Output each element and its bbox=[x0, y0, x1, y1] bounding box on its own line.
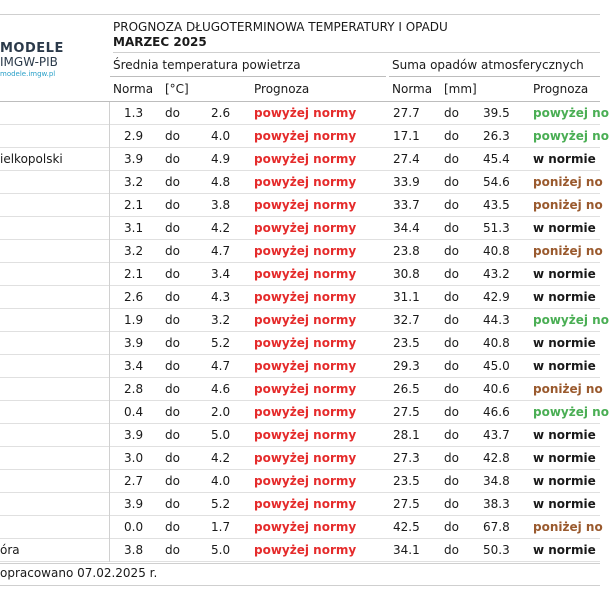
precip-norm-high: 44.3 bbox=[483, 313, 510, 327]
precip-forecast: poniżej no bbox=[533, 382, 603, 396]
temp-norm-low: 2.7 bbox=[124, 474, 144, 488]
column-separator bbox=[109, 309, 110, 332]
temp-norm-high: 5.0 bbox=[211, 428, 231, 442]
precip-forecast: powyżej no bbox=[533, 405, 609, 419]
table-row bbox=[0, 263, 600, 286]
precip-norm-low: 30.8 bbox=[393, 267, 420, 281]
temp-norm-high: 4.0 bbox=[211, 129, 231, 143]
precip-norm-high: 54.6 bbox=[483, 175, 510, 189]
precip-norm-high: 43.2 bbox=[483, 267, 510, 281]
precip-range-separator: do bbox=[444, 497, 459, 511]
temp-range-separator: do bbox=[165, 336, 180, 350]
precip-norm-high: 34.8 bbox=[483, 474, 510, 488]
precip-norm-high: 50.3 bbox=[483, 543, 510, 557]
column-separator bbox=[109, 516, 110, 539]
temp-norm-low: 3.9 bbox=[124, 497, 144, 511]
precip-forecast: w normie bbox=[533, 428, 596, 442]
temp-norm-high: 4.2 bbox=[211, 221, 231, 235]
column-separator bbox=[109, 355, 110, 378]
precip-norm-low: 32.7 bbox=[393, 313, 420, 327]
precip-norm-high: 40.6 bbox=[483, 382, 510, 396]
temp-range-separator: do bbox=[165, 244, 180, 258]
temp-norm-high: 4.7 bbox=[211, 359, 231, 373]
precip-norm-low: 27.3 bbox=[393, 451, 420, 465]
column-separator bbox=[109, 286, 110, 309]
temp-norm-low: 3.8 bbox=[124, 543, 144, 557]
precip-norm-low: 17.1 bbox=[393, 129, 420, 143]
header-temp-forecast: Prognoza bbox=[254, 82, 310, 96]
precip-forecast: w normie bbox=[533, 267, 596, 281]
table-row bbox=[0, 171, 603, 194]
precip-range-separator: do bbox=[444, 129, 459, 143]
column-separator bbox=[109, 102, 110, 125]
temp-norm-high: 5.0 bbox=[211, 543, 231, 557]
region-name: ielkopolski bbox=[0, 152, 63, 166]
column-separator bbox=[109, 194, 110, 217]
precip-range-separator: do bbox=[444, 428, 459, 442]
temp-norm-high: 4.8 bbox=[211, 175, 231, 189]
temp-range-separator: do bbox=[165, 290, 180, 304]
temp-range-separator: do bbox=[165, 543, 180, 557]
column-separator bbox=[109, 217, 110, 240]
logo-text-modele: MODELE bbox=[0, 41, 64, 56]
temp-forecast: powyżej normy bbox=[254, 543, 357, 557]
temp-forecast: powyżej normy bbox=[254, 382, 357, 396]
precip-range-separator: do bbox=[444, 474, 459, 488]
document-title: PROGNOZA DŁUGOTERMINOWA TEMPERATURY I OPADU bbox=[113, 20, 448, 34]
temp-norm-low: 2.6 bbox=[124, 290, 144, 304]
temp-norm-high: 1.7 bbox=[211, 520, 231, 534]
table-row bbox=[0, 102, 609, 125]
forecast-table bbox=[0, 102, 609, 562]
temp-range-separator: do bbox=[165, 267, 180, 281]
temp-range-separator: do bbox=[165, 221, 180, 235]
temp-norm-high: 3.4 bbox=[211, 267, 231, 281]
header-temp-norma: Norma bbox=[113, 82, 154, 96]
column-separator bbox=[109, 263, 110, 286]
precip-range-separator: do bbox=[444, 336, 459, 350]
temp-norm-low: 3.4 bbox=[124, 359, 144, 373]
table-row bbox=[0, 424, 600, 447]
temp-range-separator: do bbox=[165, 405, 180, 419]
table-row bbox=[0, 401, 609, 424]
header-prec-norma: Norma bbox=[392, 82, 433, 96]
temp-range-separator: do bbox=[165, 152, 180, 166]
temp-norm-low: 1.9 bbox=[124, 313, 144, 327]
temp-norm-high: 2.6 bbox=[211, 106, 231, 120]
header-temp-unit: [°C] bbox=[165, 82, 189, 96]
precip-norm-low: 27.5 bbox=[393, 497, 420, 511]
temp-forecast: powyżej normy bbox=[254, 451, 357, 465]
precip-norm-high: 67.8 bbox=[483, 520, 510, 534]
column-separator bbox=[109, 332, 110, 355]
column-separator bbox=[109, 125, 110, 148]
temp-norm-high: 4.6 bbox=[211, 382, 231, 396]
precip-norm-high: 43.5 bbox=[483, 198, 510, 212]
precip-forecast: w normie bbox=[533, 221, 596, 235]
temp-forecast: powyżej normy bbox=[254, 152, 357, 166]
precip-norm-low: 34.4 bbox=[393, 221, 420, 235]
precip-norm-low: 23.8 bbox=[393, 244, 420, 258]
temp-forecast: powyżej normy bbox=[254, 175, 357, 189]
temp-norm-high: 3.8 bbox=[211, 198, 231, 212]
precip-norm-low: 29.3 bbox=[393, 359, 420, 373]
precip-norm-high: 45.4 bbox=[483, 152, 510, 166]
temp-range-separator: do bbox=[165, 520, 180, 534]
precip-norm-high: 51.3 bbox=[483, 221, 510, 235]
precip-range-separator: do bbox=[444, 221, 459, 235]
precip-norm-high: 42.8 bbox=[483, 451, 510, 465]
precip-norm-high: 26.3 bbox=[483, 129, 510, 143]
temp-forecast: powyżej normy bbox=[254, 290, 357, 304]
temp-norm-high: 5.2 bbox=[211, 497, 231, 511]
table-row bbox=[0, 470, 600, 493]
table-row bbox=[0, 148, 600, 171]
temp-range-separator: do bbox=[165, 106, 180, 120]
precip-range-separator: do bbox=[444, 244, 459, 258]
precip-forecast: poniżej no bbox=[533, 198, 603, 212]
temp-norm-low: 1.3 bbox=[124, 106, 144, 120]
precip-norm-low: 23.5 bbox=[393, 336, 420, 350]
temp-range-separator: do bbox=[165, 359, 180, 373]
logo-link[interactable]: modele.imgw.pl bbox=[0, 70, 56, 78]
temp-norm-high: 4.7 bbox=[211, 244, 231, 258]
precip-norm-high: 46.6 bbox=[483, 405, 510, 419]
table-row bbox=[0, 217, 600, 240]
title-divider bbox=[113, 52, 600, 53]
precip-range-separator: do bbox=[444, 543, 459, 557]
precip-norm-low: 28.1 bbox=[393, 428, 420, 442]
precip-forecast: poniżej no bbox=[533, 520, 603, 534]
temp-forecast: powyżej normy bbox=[254, 359, 357, 373]
precip-range-separator: do bbox=[444, 198, 459, 212]
temp-forecast: powyżej normy bbox=[254, 428, 357, 442]
table-row bbox=[0, 286, 600, 309]
precip-norm-high: 45.0 bbox=[483, 359, 510, 373]
precip-forecast: w normie bbox=[533, 359, 596, 373]
footer-note: opracowano 07.02.2025 r. bbox=[0, 566, 158, 580]
temp-norm-low: 2.9 bbox=[124, 129, 144, 143]
column-separator bbox=[109, 240, 110, 263]
table-row bbox=[0, 378, 603, 401]
column-separator bbox=[109, 539, 110, 562]
precip-forecast: powyżej no bbox=[533, 129, 609, 143]
column-separator bbox=[109, 493, 110, 516]
temp-norm-high: 4.0 bbox=[211, 474, 231, 488]
table-row bbox=[0, 309, 609, 332]
temp-norm-high: 3.2 bbox=[211, 313, 231, 327]
precip-norm-low: 27.7 bbox=[393, 106, 420, 120]
precip-forecast: w normie bbox=[533, 290, 596, 304]
temp-range-separator: do bbox=[165, 382, 180, 396]
section-temperature: Średnia temperatura powietrza bbox=[113, 58, 301, 72]
precip-range-separator: do bbox=[444, 106, 459, 120]
table-row bbox=[0, 493, 600, 516]
precip-norm-low: 26.5 bbox=[393, 382, 420, 396]
temp-norm-low: 3.1 bbox=[124, 221, 144, 235]
top-divider bbox=[0, 14, 600, 15]
column-separator bbox=[109, 470, 110, 493]
temp-norm-low: 2.1 bbox=[124, 198, 144, 212]
column-separator bbox=[109, 378, 110, 401]
column-separator bbox=[109, 424, 110, 447]
precip-forecast: w normie bbox=[533, 497, 596, 511]
table-row bbox=[0, 516, 603, 539]
temp-norm-low: 3.9 bbox=[124, 428, 144, 442]
precip-range-separator: do bbox=[444, 290, 459, 304]
temp-forecast: powyżej normy bbox=[254, 313, 357, 327]
precip-range-separator: do bbox=[444, 359, 459, 373]
temp-norm-high: 5.2 bbox=[211, 336, 231, 350]
precip-norm-low: 33.9 bbox=[393, 175, 420, 189]
precip-norm-low: 42.5 bbox=[393, 520, 420, 534]
temp-forecast: powyżej normy bbox=[254, 106, 357, 120]
precip-range-separator: do bbox=[444, 451, 459, 465]
temp-norm-low: 0.4 bbox=[124, 405, 144, 419]
table-row bbox=[0, 125, 609, 148]
column-separator bbox=[109, 171, 110, 194]
table-row bbox=[0, 539, 600, 562]
precip-range-separator: do bbox=[444, 382, 459, 396]
precip-forecast: powyżej no bbox=[533, 313, 609, 327]
temp-range-separator: do bbox=[165, 313, 180, 327]
precip-range-separator: do bbox=[444, 175, 459, 189]
temp-range-separator: do bbox=[165, 428, 180, 442]
precip-norm-low: 23.5 bbox=[393, 474, 420, 488]
precip-forecast: w normie bbox=[533, 474, 596, 488]
precip-range-separator: do bbox=[444, 520, 459, 534]
precip-range-separator: do bbox=[444, 152, 459, 166]
logo-text-imgw: IMGW-PIB bbox=[0, 55, 58, 69]
table-row bbox=[0, 332, 600, 355]
column-separator bbox=[109, 148, 110, 171]
precip-forecast: poniżej no bbox=[533, 175, 603, 189]
precip-norm-low: 33.7 bbox=[393, 198, 420, 212]
precipitation-section-divider bbox=[389, 76, 600, 77]
temp-forecast: powyżej normy bbox=[254, 244, 357, 258]
temp-range-separator: do bbox=[165, 474, 180, 488]
temp-range-separator: do bbox=[165, 198, 180, 212]
precip-forecast: powyżej no bbox=[533, 106, 609, 120]
precip-norm-low: 27.4 bbox=[393, 152, 420, 166]
table-row bbox=[0, 355, 600, 378]
temp-forecast: powyżej normy bbox=[254, 198, 357, 212]
temp-range-separator: do bbox=[165, 451, 180, 465]
precip-norm-high: 40.8 bbox=[483, 336, 510, 350]
precip-range-separator: do bbox=[444, 313, 459, 327]
bottom-divider bbox=[0, 585, 600, 586]
precip-norm-high: 38.3 bbox=[483, 497, 510, 511]
precip-norm-low: 27.5 bbox=[393, 405, 420, 419]
temp-range-separator: do bbox=[165, 497, 180, 511]
temp-forecast: powyżej normy bbox=[254, 497, 357, 511]
precip-forecast: w normie bbox=[533, 336, 596, 350]
temp-norm-low: 2.1 bbox=[124, 267, 144, 281]
temp-forecast: powyżej normy bbox=[254, 405, 357, 419]
temp-forecast: powyżej normy bbox=[254, 474, 357, 488]
temp-forecast: powyżej normy bbox=[254, 129, 357, 143]
header-prec-unit: [mm] bbox=[444, 82, 477, 96]
temp-norm-low: 2.8 bbox=[124, 382, 144, 396]
header-prec-forecast: Prognoza bbox=[533, 82, 589, 96]
temp-forecast: powyżej normy bbox=[254, 221, 357, 235]
precip-norm-high: 42.9 bbox=[483, 290, 510, 304]
precip-norm-high: 40.8 bbox=[483, 244, 510, 258]
table-row bbox=[0, 194, 603, 217]
temp-norm-low: 3.0 bbox=[124, 451, 144, 465]
precip-norm-high: 43.7 bbox=[483, 428, 510, 442]
temp-norm-high: 4.2 bbox=[211, 451, 231, 465]
temp-forecast: powyżej normy bbox=[254, 267, 357, 281]
document-subtitle: MARZEC 2025 bbox=[113, 35, 207, 49]
temp-range-separator: do bbox=[165, 175, 180, 189]
precip-forecast: poniżej no bbox=[533, 244, 603, 258]
temp-norm-low: 3.9 bbox=[124, 336, 144, 350]
temp-norm-high: 2.0 bbox=[211, 405, 231, 419]
region-name: óra bbox=[0, 543, 20, 557]
temp-norm-high: 4.3 bbox=[211, 290, 231, 304]
precip-forecast: w normie bbox=[533, 451, 596, 465]
precip-norm-low: 34.1 bbox=[393, 543, 420, 557]
temp-norm-low: 3.2 bbox=[124, 175, 144, 189]
column-separator bbox=[109, 447, 110, 470]
table-row bbox=[0, 447, 600, 470]
precip-forecast: w normie bbox=[533, 152, 596, 166]
column-separator bbox=[109, 401, 110, 424]
temp-forecast: powyżej normy bbox=[254, 520, 357, 534]
temp-range-separator: do bbox=[165, 129, 180, 143]
temp-norm-high: 4.9 bbox=[211, 152, 231, 166]
temp-norm-low: 3.2 bbox=[124, 244, 144, 258]
precip-range-separator: do bbox=[444, 405, 459, 419]
temp-norm-low: 0.0 bbox=[124, 520, 144, 534]
modele-logo bbox=[0, 42, 100, 79]
temp-forecast: powyżej normy bbox=[254, 336, 357, 350]
precip-norm-low: 31.1 bbox=[393, 290, 420, 304]
precip-range-separator: do bbox=[444, 267, 459, 281]
temp-norm-low: 3.9 bbox=[124, 152, 144, 166]
temperature-section-divider bbox=[110, 76, 386, 77]
precip-forecast: w normie bbox=[533, 543, 596, 557]
precip-norm-high: 39.5 bbox=[483, 106, 510, 120]
table-row bbox=[0, 240, 603, 263]
section-precipitation: Suma opadów atmosferycznych bbox=[392, 58, 584, 72]
footer-divider bbox=[0, 563, 600, 564]
